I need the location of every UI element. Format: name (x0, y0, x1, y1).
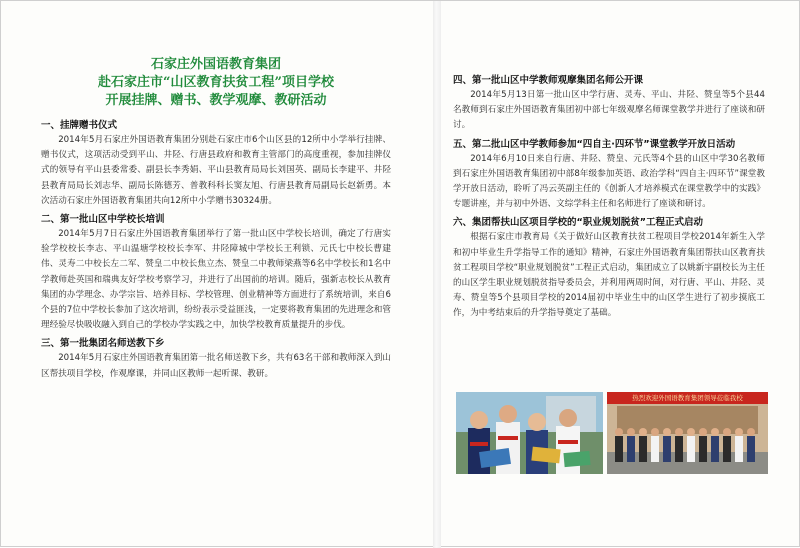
title-line: 开展挂牌、赠书、教学观摩、教研活动 (105, 93, 327, 108)
students-reading-illustration (456, 392, 603, 474)
photo-row (456, 392, 768, 474)
section-body: 根据石家庄市教育局《关于做好山区教育扶贫工程项目学校2014年新生入学和初中毕业生升学指导工作的通知》精神，石家庄外国语教育集团帮扶山区教育扶贫工程项目学校“职业规划脱贫”工程正式启动，集团成立了以姚新宇副校长为主任的山区学生职业规划脱贫指导委员会，并利用两周时间，对行唐、平山、井陉、灵寿、赞皇等5个县项目学校的2014届初中毕业生中的山区学生进行了初步摸底工作，为中考结束后的升学指导奠定了基础。 (453, 232, 765, 319)
section-career-planning (453, 215, 765, 321)
section-body: 2014年5月石家庄外国语教育集团分别赴石家庄市6个山区县的12所中小学举行挂牌、赠书仪式，这项活动受到平山、井陉、行唐县政府和教育主管部门的高度重视，参加挂牌仪式的领导有平山县委常委、副县长李秀娟、平山县教育局局长刘国英、副局长李建平、井陉县教育局局长刘志华、副局长陈德芳、普教科科长窦友旭、行唐县教育局副局长赵新勇。本次活动石家庄外国语教育集团共向12所中小学赠书30324册。 (41, 135, 391, 206)
section-body: 2014年5月石家庄外国语教育集团第一批名师送教下乡，共有63名干部和教师深入到山区帮扶项目学校，作观摩课，并同山区教师一起听课、教研。 (41, 353, 391, 379)
page-spine (433, 1, 441, 548)
welcome-banner-photo (607, 392, 768, 474)
section-body: 2014年5月7日石家庄外国语教育集团举行了第一批山区中学校长培训，确定了行唐实验学校校长李志、平山温塘学校校长李军、井陉障城中学校长王利锁、元氏七中校长曹建伟、灵寿二中校长左二军、赞皇二中校长焦立杰、赞皇二中教师梁燕等6名中学校长和1名中学教师赴英国和瑞典友好学校考察学习，并进行了出国前的培训。随后，强新志校长从教育集团的办学理念、办学宗旨、培养目标、学校管理、创业精神等方面进行了系统培训，来自6个县的7位中学校长参加了这次培训，纷纷表示受益匪浅，一定要将教育集团的先进理念和管理经验尽快吸收融入到自己的学校办学实践之中，加快学校教育质量提升的步伐。 (41, 229, 391, 331)
section-body: 2014年5月13日第一批山区中学行唐、灵寿、平山、井陉、赞皇等5个县44名教师到石家庄外国语教育集团初中部七年级观摩名师课堂教学并进行了座谈和研讨。 (453, 90, 765, 131)
section-heading: 三、第一批集团名师送教下乡 (41, 338, 165, 350)
section-principal-training (41, 212, 391, 333)
section-ceremony (41, 118, 391, 209)
school-gathering-illustration (607, 392, 768, 474)
title-line: 赴石家庄市“山区教育扶贫工程”项目学校 (98, 75, 334, 90)
section-heading: 五、第二批山区中学教师参加“四自主·四环节”课堂教学开放日活动 (453, 138, 736, 150)
title-line: 石家庄外国语教育集团 (150, 57, 281, 72)
section-body: 2014年6月10日来自行唐、井陉、赞皇、元氏等4个县的山区中学30名教师到石家庄外国语教育集团初中部8年级参加英语、政治学科“四自主·四环节”课堂教学开放日活动，聆听了冯云英副主任的《创新人才培养模式在课堂教学中的实践》专题讲座，并与初中外语、文综学科主任和名师进行了座谈和研讨。 (453, 153, 765, 210)
welcome-banner-text: 热烈欢迎外国语教育集团领导莅临我校 (632, 394, 743, 402)
left-page (41, 1, 391, 385)
page-title (41, 56, 391, 110)
students-reading-photo (456, 392, 603, 474)
section-heading: 四、第一批山区中学教师观摩集团名师公开课 (453, 75, 644, 86)
section-observe-lessons (453, 73, 765, 134)
section-heading: 一、挂牌赠书仪式 (41, 120, 118, 131)
section-heading: 六、集团帮扶山区项目学校的“职业规划脱贫”工程正式启动 (453, 217, 703, 229)
right-page (453, 1, 765, 325)
section-teachers-to-countryside (41, 336, 391, 381)
section-heading: 二、第一批山区中学校长培训 (41, 214, 165, 226)
section-open-day (453, 137, 765, 213)
